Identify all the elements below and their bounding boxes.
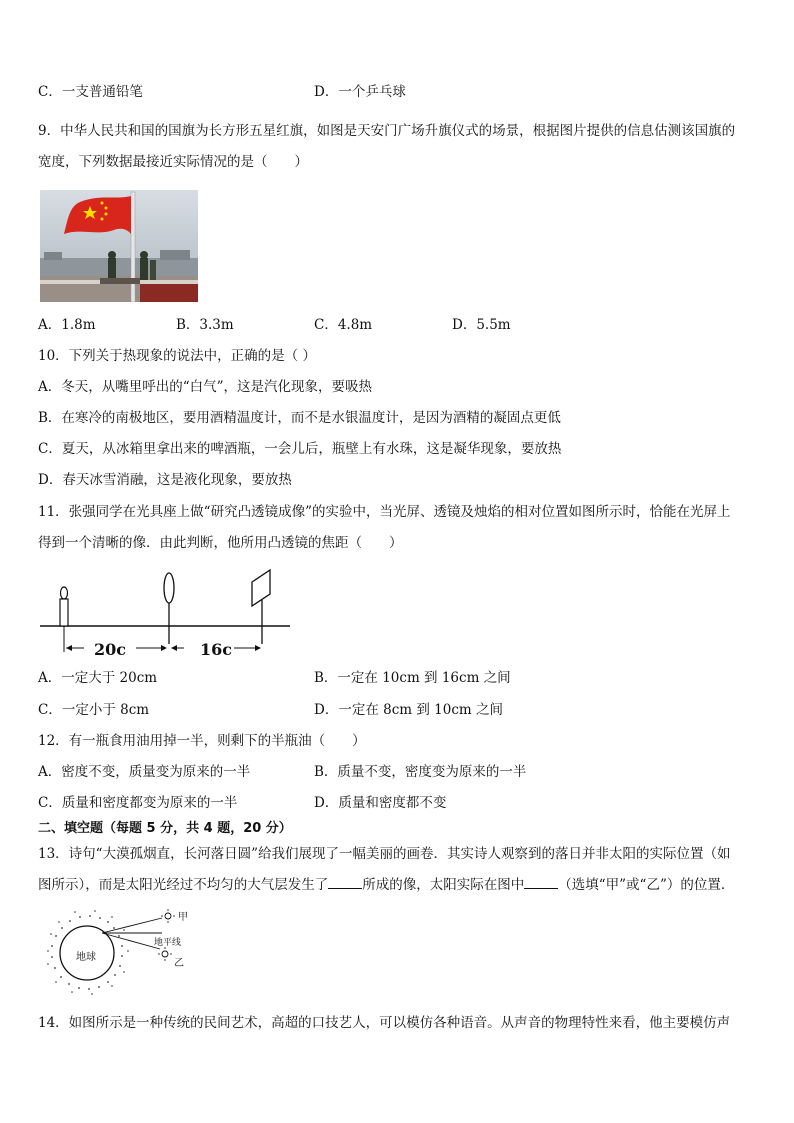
distance-label-16: 16c (200, 640, 233, 659)
q10-stem: 10．下列关于热现象的说法中，正确的是（ ） (38, 348, 316, 364)
q9-option-c: C．4.8m (314, 317, 373, 333)
q9-option-a: A．1.8m (38, 317, 96, 333)
candle-icon (60, 587, 68, 626)
distance-label-20: 20c (94, 640, 127, 659)
q13-blank-2[interactable] (524, 876, 558, 889)
q11-stem-line1: 11．张强同学在光具座上做“研究凸透镜成像”的实验中，当光屏、透镜及烛焰的相对位置如图所示时，恰能在光屏上 (38, 504, 731, 520)
earth-label: 地球 (76, 952, 96, 963)
sun-jia-icon (161, 909, 175, 923)
q11-option-b: B．一定在 10cm 到 16cm 之间 (314, 670, 511, 686)
q13-text-part2: 所成的像，太阳实际在图中 (362, 877, 525, 893)
q12-option-b: B．质量不变，密度变为原来的一半 (314, 764, 527, 780)
q13-blank-1[interactable] (328, 876, 362, 889)
sun-yi-icon (158, 947, 172, 961)
q13-text-part1: 图所示），而是太阳光经过不均匀的大气层发生了 (38, 877, 329, 893)
q10-option-a: A．冬天，从嘴里呼出的“白气”，这是汽化现象，要吸热 (38, 379, 373, 395)
q11-option-d: D．一定在 8cm 到 10cm 之间 (314, 702, 503, 718)
light-screen-icon (252, 570, 270, 644)
label-jia: 甲 (178, 912, 188, 923)
q9-option-d: D．5.5m (452, 317, 511, 333)
q13-stem-line1: 13．诗句“大漠孤烟直，长河落日圆”给我们展现了一幅美丽的画卷．其实诗人观察到的落日并非太阳的实际位置（如 (38, 846, 731, 862)
q9-stem-line1: 9．中华人民共和国的国旗为长方形五星红旗，如图是天安门广场升旗仪式的场景，根据图片提供的信息估测该国旗的 (38, 123, 736, 139)
option-d-pingpong: D．一个乒乓球 (314, 84, 406, 100)
q12-option-d: D．质量和密度都不变 (314, 795, 447, 811)
q11-stem-line2: 得到一个清晰的像．由此判断，他所用凸透镜的焦距（ ） (38, 535, 403, 551)
q11-option-a: A．一定大于 20cm (38, 670, 158, 686)
section-heading-fill-in: 二、填空题（每题 5 分，共 4 题，20 分） (38, 821, 292, 836)
q10-option-d: D．春天冰雪消融，这是液化现象，要放热 (38, 472, 292, 488)
q10-option-b: B．在寒冷的南极地区，要用酒精温度计，而不是水银温度计，是因为酒精的凝固点更低 (38, 410, 561, 426)
q14-stem-line1: 14．如图所示是一种传统的民间艺术，高超的口技艺人，可以模仿各种语音。从声音的物理特性来看，他主要模仿声 (38, 1015, 731, 1031)
sunset-refraction-diagram (42, 906, 202, 998)
q9-stem-line2: 宽度，下列数据最接近实际情况的是（ ） (38, 154, 308, 170)
q10-option-c: C．夏天，从冰箱里拿出来的啤酒瓶，一会儿后，瓶壁上有水珠，这是凝华现象，要放热 (38, 441, 562, 457)
q12-option-c: C．质量和密度都变为原来的一半 (38, 795, 238, 811)
q13-text-part3: （选填“甲”或“乙”）的位置． (558, 877, 735, 893)
convex-lens-icon (164, 573, 174, 644)
q12-option-a: A．密度不变，质量变为原来的一半 (38, 764, 251, 780)
flag-raising-photo (40, 190, 198, 302)
optical-bench-diagram (38, 566, 294, 662)
q13-stem-line2 (38, 876, 734, 894)
q9-option-b: B．3.3m (176, 317, 234, 333)
label-horizon: 地平线 (154, 938, 182, 948)
label-yi: 乙 (174, 958, 184, 969)
option-c-pencil: C．一支普通铅笔 (38, 84, 143, 100)
q11-option-c: C．一定小于 8cm (38, 702, 150, 718)
q12-stem: 12．有一瓶食用油用掉一半，则剩下的半瓶油（ ） (38, 733, 366, 749)
